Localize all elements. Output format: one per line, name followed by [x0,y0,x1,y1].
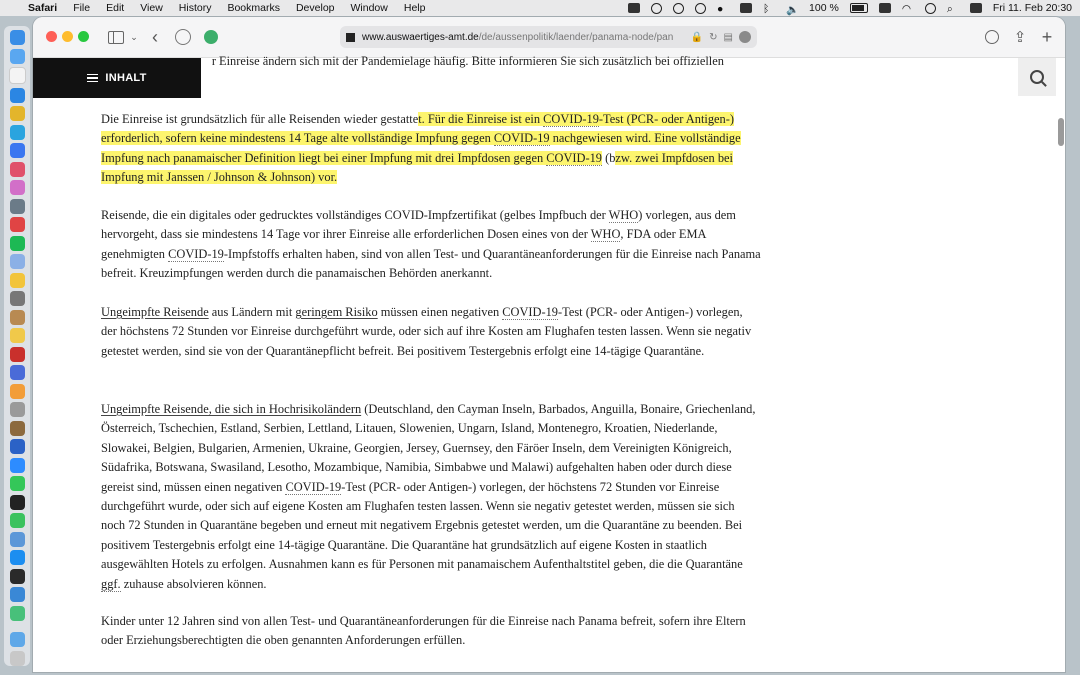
downloads-button[interactable] [982,26,1002,48]
paragraph-entry: Die Einreise ist grundsätzlich für alle Reisenden wieder gestattet. Für die Einreise ist ein COVID-19-Test (PCR- oder Antigen-) erforderlich, sofern keine mindestens 14 Tage alte vollständige Impfung gegen COVID-19 nachgewiesen wird. Eine vollständige Impfung nach panamaischer Definition liegt bei einer Impfung mit drei Impfdosen gegen COVID-19 (bzw. zwei Impfdosen bei Impfung mit Janssen / Johnson & Johnson) vor. [101,112,741,185]
abbr-ggf[interactable]: ggf. [101,576,121,591]
dock-app-icon[interactable] [10,495,25,510]
dock-app-icon[interactable] [10,384,25,399]
menu-bar [0,0,1080,16]
dock-appstore-icon[interactable] [10,550,25,565]
link-geringem-risiko[interactable]: geringem Risiko [295,305,378,319]
status-area [628,2,1072,14]
privacy-report-button[interactable] [173,26,193,48]
sidebar-icon [108,31,124,44]
address-bar[interactable] [340,26,757,48]
bluetooth-icon[interactable]: ᛒ [763,3,770,15]
abbr-covid[interactable]: COVID-19 [502,305,559,319]
menu-safari[interactable]: Safari [28,2,58,14]
user-icon[interactable]: ● [717,3,724,15]
menu-window[interactable]: Window [350,2,388,14]
dock-app-icon[interactable] [10,273,25,288]
abbr-covid[interactable]: COVID-19 [493,131,550,146]
status-app-icon[interactable] [628,3,640,13]
dock [4,26,30,666]
extension-badge-icon[interactable] [739,31,751,43]
close-window-button[interactable] [46,31,57,42]
dock-filezilla-icon[interactable] [10,347,25,362]
lock-icon: 🔒 [690,31,704,43]
extension-icon [204,30,218,44]
dock-telegram-icon[interactable] [10,125,25,140]
search-icon [1030,70,1044,84]
sidebar-chevron-icon[interactable]: ⌄ [130,31,138,42]
abbr-covid[interactable]: COVID-19 [546,150,602,165]
privacy-icon [175,29,191,45]
dock-app-icon[interactable] [10,291,25,306]
new-tab-button[interactable]: + [1041,26,1053,47]
dock-slack-icon[interactable] [10,162,25,177]
dock-app-icon[interactable] [10,180,25,195]
paragraph-unvaccinated-low-risk: Ungeimpfte Reisende aus Ländern mit geringem Risiko müssen einen negativen COVID-19-Test (PCR- oder Antigen-) vorlegen, der höchstens 72 Stunden vor Einreise durchgeführt wurde, oder sich auf ihre Kosten am Flughafen testen lassen. Wenn sie negativ getestet werden, sind sie von der Quarantänepflicht befreit. Bei positivem Testergebnis erfolgt eine 14-tägige Quarantäne. [101,305,752,358]
toc-label: INHALT [105,72,147,84]
battery-percent: 100 % [809,2,839,14]
focus-icon[interactable] [925,3,936,14]
site-search-button[interactable] [1018,58,1056,96]
dock-app-icon[interactable] [10,199,25,214]
dock-spotify-icon[interactable] [10,236,25,251]
paragraph-intro: r Einreise ändern sich mit der Pandemielage häufig. Bitte informieren Sie sich zusätzlich bei offiziellen [211,54,724,68]
dock-launchpad-icon[interactable] [10,49,25,64]
reader-icon[interactable]: ▤ [723,31,733,43]
control-center-icon[interactable] [970,3,982,13]
dock-finder-icon[interactable] [10,30,25,45]
dock-terminal-icon[interactable] [10,569,25,584]
dock-app-icon[interactable] [10,254,25,269]
clock[interactable]: Fri 11. Feb 20:30 [992,2,1072,14]
site-favicon-icon [346,33,355,42]
link-ungeimpfte-reisende[interactable]: Ungeimpfte Reisende [101,305,209,319]
dock-app-icon[interactable] [10,532,25,547]
dock-app-icon[interactable] [10,328,25,343]
dock-chrome-icon[interactable] [10,106,25,121]
abbr-who[interactable]: WHO [590,227,621,242]
dock-safari-icon[interactable] [10,88,25,103]
battery-icon[interactable] [850,3,868,13]
link-hochrisikolaender[interactable]: Ungeimpfte Reisende, die sich in Hochrisikoländern [101,402,362,416]
safari-window [33,17,1065,672]
abbr-covid[interactable]: COVID-19 [168,246,224,261]
page-scrollbar[interactable] [1058,118,1064,146]
minimize-window-button[interactable] [62,31,73,42]
abbr-covid[interactable]: COVID-19 [285,479,342,494]
highlighted-text: t. Für die Einreise ist ein COVID-19-Test (PCR- oder Antigen-) erforderlich, sofern keine mindestens 14 Tage alte vollständige Impfung gegen COVID-19 nachgewiesen wird. Eine vollständige Impfung nach panamaischer Definition liegt bei einer Impfung mit drei Impfdosen gegen COVID-19 [101,112,741,165]
paragraph-unvaccinated-high-risk: Ungeimpfte Reisende, die sich in Hochrisikoländern (Deutschland, den Cayman Inseln, Barbados, Anguilla, Bonaire, Griechenland, Österreich, Tschechien, Estland, Serbien, Lettland, Litauen, Slowenien, Ungarn, Island, Montenegro, Kroatien, Niederlande, Slowakei, Belgien, Bulgarien, Armenien, Ukraine, Georgien, Jersey, Guernsey, den Färöer Inseln, dem Vereinigten Königreich, Südafrika, Botswana, Swasiland, Lesotho, Mozambique, Namibia, Simbabwe und Malawi) aufgehalten haben oder durch diese gereist sind, müssen einen negativen COVID-19-Test (PCR- oder Antigen-) vorlegen, der höchstens 72 Stunden vor Einreise durchgeführt wurde, oder sich auf eigene Kosten am Flughafen testen lassen. Wenn sie negativ getestet werden, müssen sie sich noch 72 Stunden in Quarantäne begeben und erneut mit negativem Ergebnis getestet werden, um die Quarantäne zu beenden. Bei positivem Testergebnis erfolgt eine 14-tägige Quarantäne. Die Quarantäne hat grundsätzlich auf eigene Kosten in staatlich ausgewählten Hotels zu erfolgen. Ausnahmen kann es für Personen mit panamaischem Aufenthaltstitel geben, die die Quarantäne ggf. zuhause absolvieren können. [101,402,756,591]
reload-icon[interactable]: ↻ [709,31,718,43]
menu-file[interactable]: File [73,2,91,14]
dock-calendar-icon[interactable] [9,67,26,84]
dock-facetime-icon[interactable] [10,513,25,528]
menu-help[interactable]: Help [403,2,426,14]
abbr-who[interactable]: WHO [608,208,639,222]
back-button[interactable]: ‹ [152,26,158,47]
sidebar-toggle-button[interactable] [103,26,129,48]
menu-develop[interactable]: Develop [295,2,335,14]
paragraph-children: Kinder unter 12 Jahren sind von allen Test- und Quarantäneanforderungen für die Einreise nach Panama befreit, sofern ihre Eltern oder Erziehungsberechtigten die oben genannten Anforderungen erfüllen. [101,614,746,648]
menu-icon [87,72,98,85]
abbr-covid[interactable]: COVID-19 [543,112,599,126]
dock-app-icon[interactable] [10,421,25,436]
status-grammarly-icon[interactable] [673,3,684,14]
dock-signal-icon[interactable] [10,143,25,158]
table-of-contents-button[interactable] [33,58,201,98]
status-signal-icon[interactable] [695,3,706,14]
dock-app-icon[interactable] [10,365,25,380]
keyboard-icon[interactable] [879,3,891,13]
dock-app-icon[interactable] [10,310,25,325]
dock-messages-icon[interactable] [10,476,25,491]
dock-app-icon[interactable] [10,606,25,621]
wifi-icon[interactable]: ◠ [901,3,911,15]
dock-app-icon[interactable] [10,587,25,602]
menu-edit[interactable]: Edit [106,2,125,14]
dock-app-icon[interactable] [10,402,25,417]
download-icon [985,30,999,44]
dock-zoom-icon[interactable] [10,458,25,473]
dock-trash-icon[interactable] [10,651,25,666]
paragraph-vaccinated: Reisende, die ein digitales oder gedrucktes vollständiges COVID-Impfzertifikat (gelbes Impfbuch der WHO) vorlegen, aus dem hervorgeht, dass sie mindestens 14 Tage vor ihrer Einreise alle erforderlichen Dosen eines von der WHO, FDA oder EMA genehmigten COVID-19-Impfstoffs erhalten haben, sind von allen Test- und Quarantäneanforderungen für die Einreise nach Panama befreit. Kreuzimpfungen werden durch die panamaischen Behörden anerkannt. [101,208,761,281]
web-page [33,54,1065,672]
menu-view[interactable]: View [140,2,163,14]
menu-bookmarks[interactable]: Bookmarks [227,2,280,14]
volume-icon[interactable]: 🔈 [786,4,800,16]
dock-app-icon[interactable] [10,217,25,232]
dock-folder-icon[interactable] [10,632,25,647]
highlighted-text: zw. zwei Impfdosen bei Impfung mit Janssen / Johnson & Johnson) vor. [101,150,733,185]
menu-history[interactable]: History [178,2,212,14]
share-button[interactable]: ⇪ [1013,29,1027,46]
display-icon[interactable] [740,3,752,13]
status-circle-icon[interactable] [651,3,662,14]
zoom-window-button[interactable] [78,31,89,42]
spotlight-icon[interactable]: ⌕ [946,3,953,15]
extension-button[interactable] [201,26,221,48]
url-text[interactable]: www.auswaertiges-amt.de/de/aussenpolitik/laender/panama-node/pan [362,31,674,43]
dock-app-icon[interactable] [10,439,25,454]
